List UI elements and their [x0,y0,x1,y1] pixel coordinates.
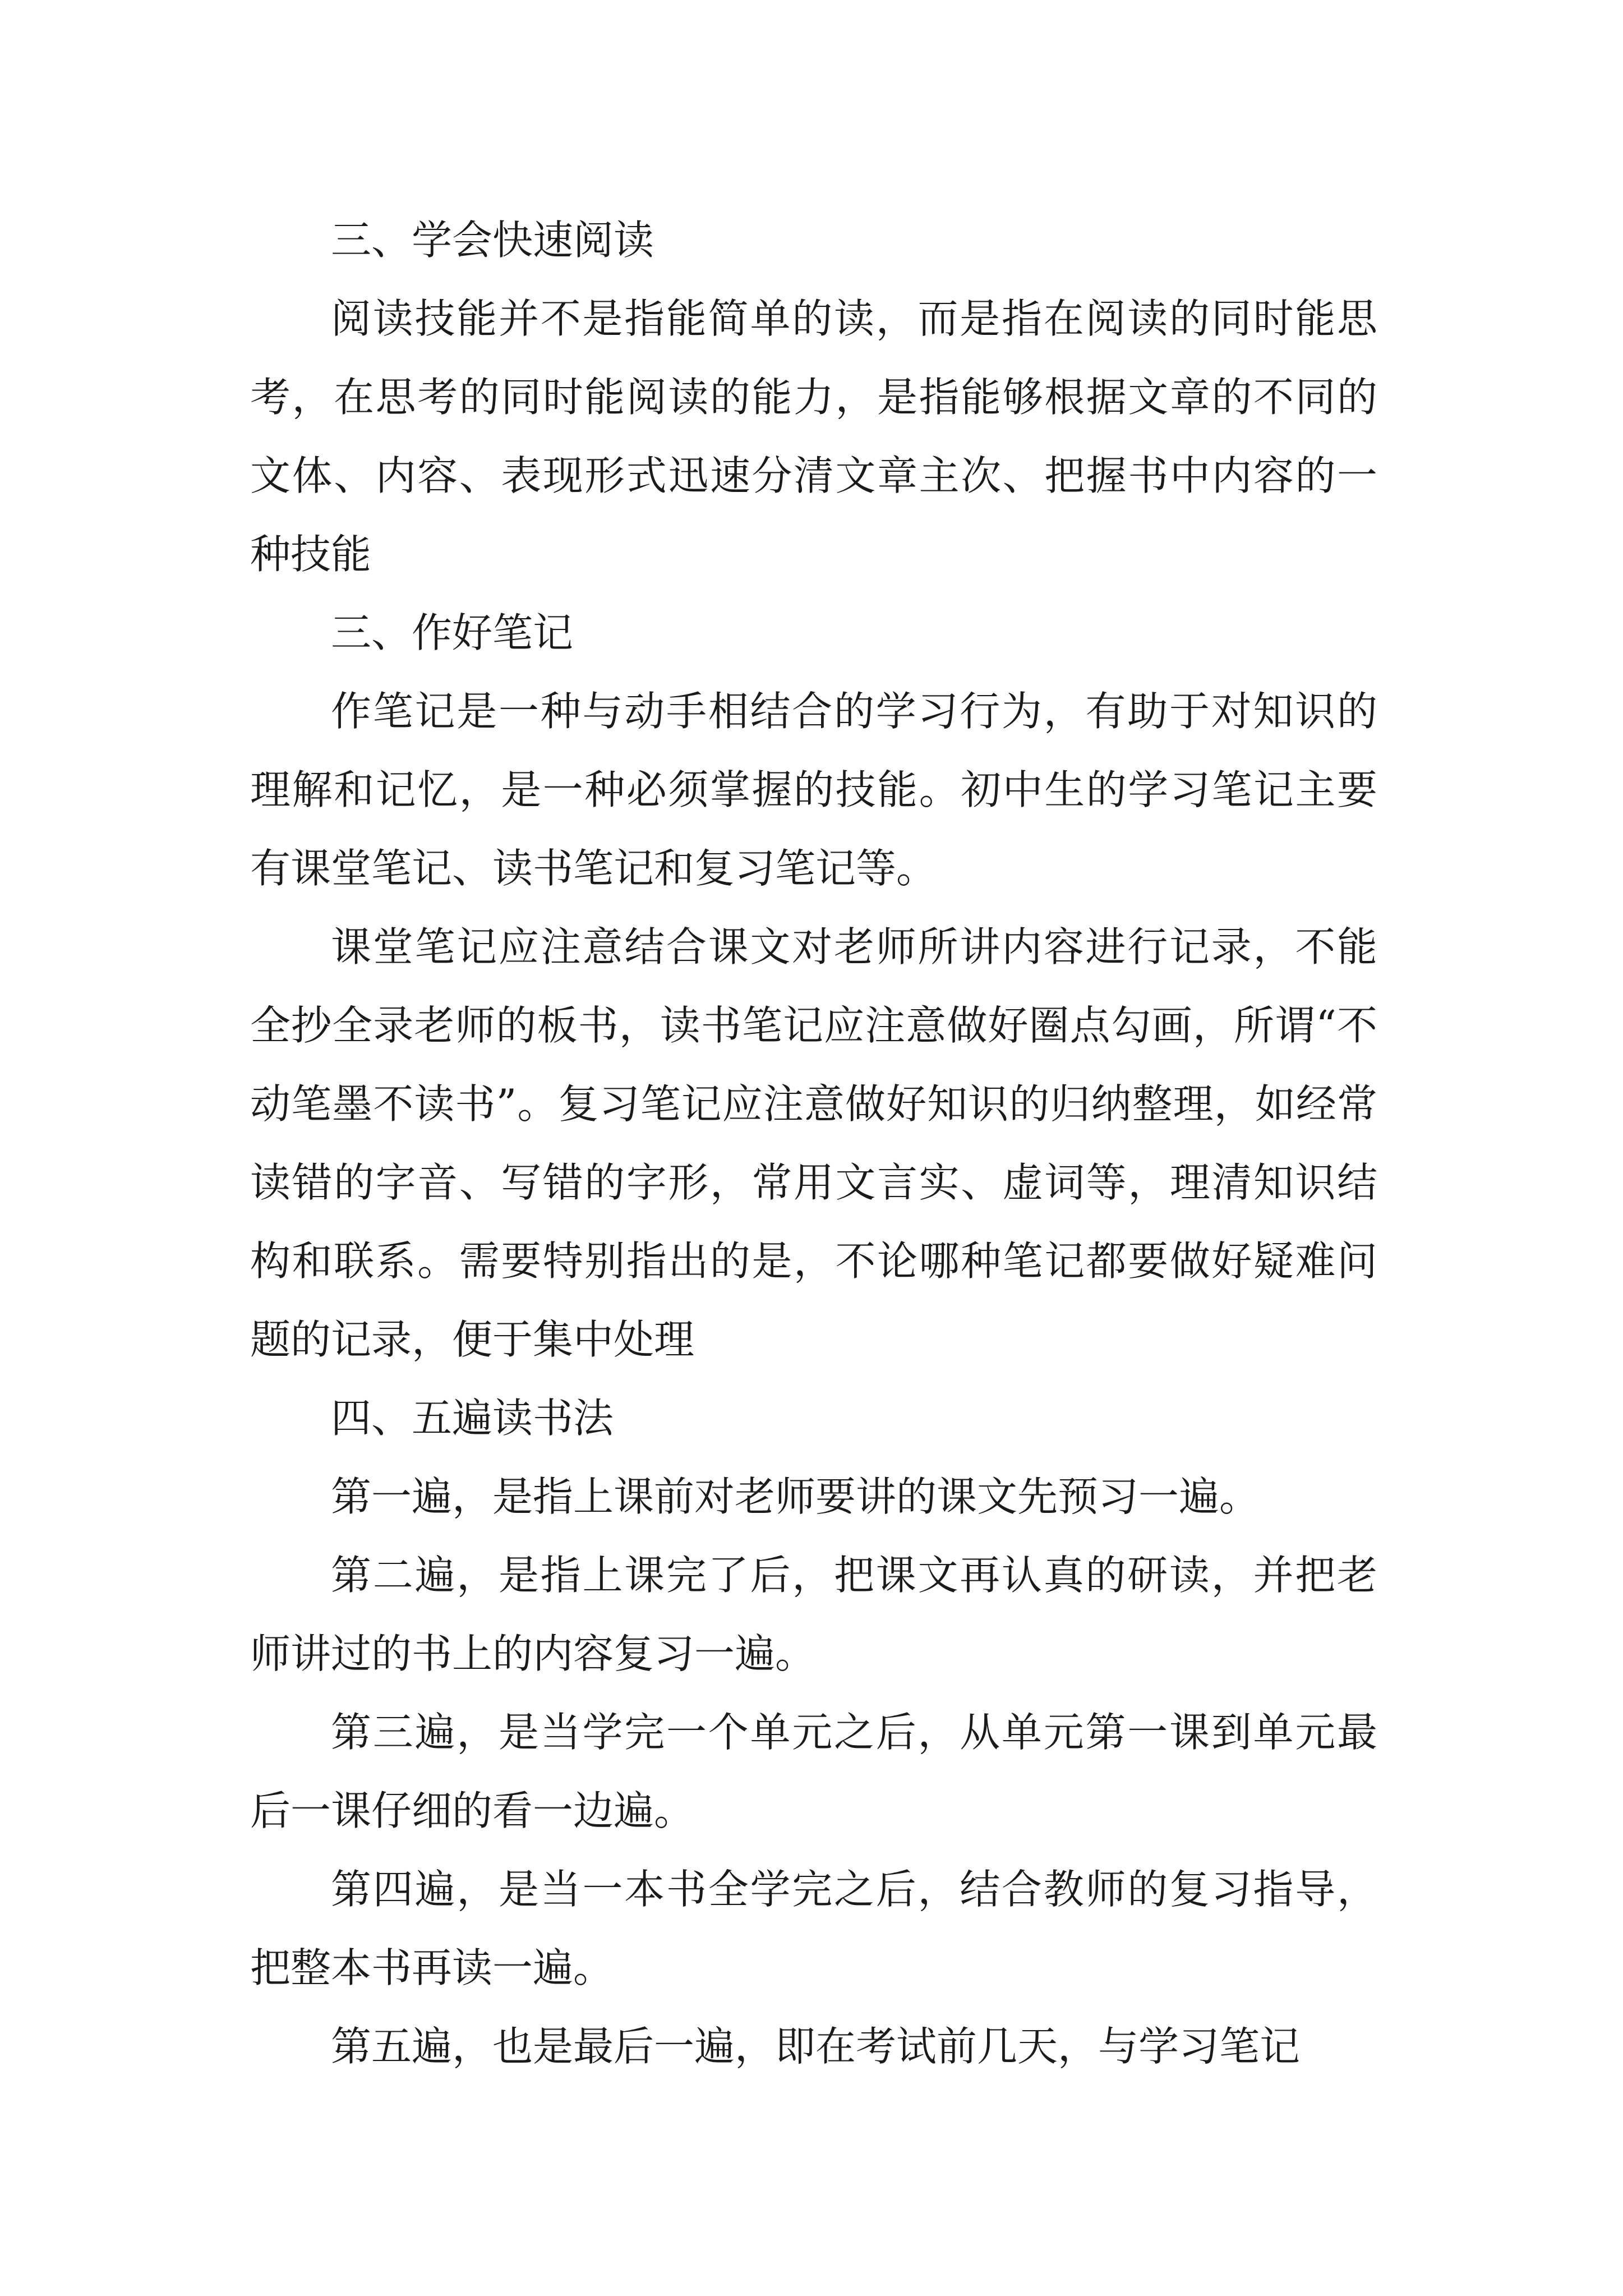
paragraph-notes-detail: 课堂笔记应注意结合课文对老师所讲内容进行记录，不能全抄全录老师的板书，读书笔记应注意做好圈点勾画，所谓“不动笔墨不读书”。复习笔记应注意做好知识的归纳整理，如经常读错的字音、写错的字形，常用文言实、虚词等，理清知识结构和联系。需要特别指出的是，不论哪种笔记都要做好疑难问题的记录，便于集中处理 [250,923,1377,1363]
paragraph-second-reading: 第二遍，是指上课完了后，把课文再认真的研读，并把老师讲过的书上的内容复习一遍。 [250,1552,1377,1677]
section-heading-fast-reading: 三、学会快速阅读 [331,217,654,264]
paragraph-reading-skill: 阅读技能并不是指能简单的读，而是指在阅读的同时能思考，在思考的同时能阅读的能力，是指能够根据文章的不同的文体、内容、表现形式迅速分清文章主次、把握书中内容的一种技能 [250,295,1377,578]
paragraph-first-reading: 第一遍，是指上课前对老师要讲的课文先预习一遍。 [331,1473,1260,1520]
section-heading-five-readings: 四、五遍读书法 [331,1395,614,1442]
paragraph-fifth-reading: 第五遍，也是最后一遍，即在考试前几天，与学习笔记 [331,2023,1301,2070]
paragraph-third-reading: 第三遍，是当学完一个单元之后，从单元第一课到单元最后一课仔细的看一边遍。 [250,1709,1377,1834]
document-body [250,201,1377,2086]
paragraph-fourth-reading: 第四遍，是当一本书全学完之后，结合教师的复习指导，把整本书再读一遍。 [250,1866,1377,1991]
paragraph-notes-intro: 作笔记是一种与动手相结合的学习行为，有助于对知识的理解和记忆，是一种必须掌握的技能。初中生的学习笔记主要有课堂笔记、读书笔记和复习笔记等。 [250,688,1377,892]
section-heading-notes: 三、作好笔记 [331,609,574,656]
